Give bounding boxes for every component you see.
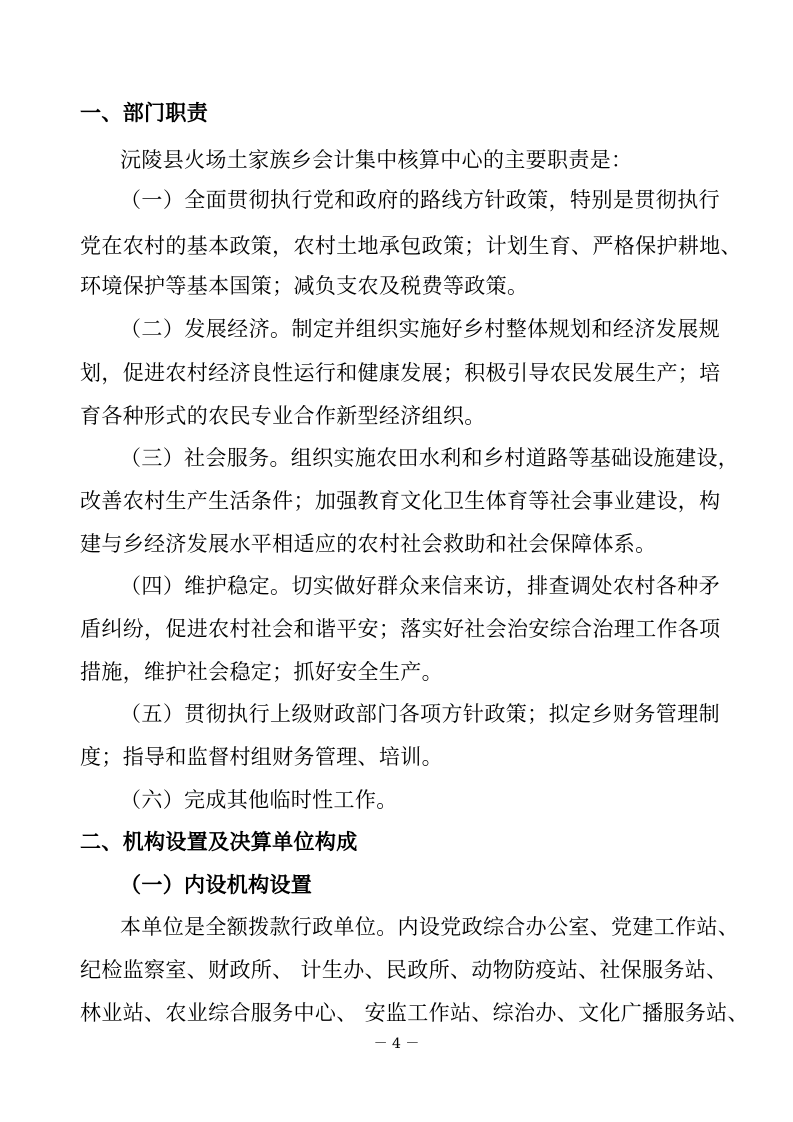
paragraph-line: 盾纠纷，促进农村社会和谐平安；落实好社会治安综合治理工作各项	[80, 617, 721, 641]
paragraph-line: （五）贯彻执行上级财政部门各项方针政策；拟定乡财务管理制	[120, 702, 720, 726]
paragraph-line: 林业站、农业综合服务中心、 安监工作站、综治办、文化广播服务站、	[80, 1001, 749, 1025]
section-heading-organization: 二、机构设置及决算单位构成	[80, 830, 358, 854]
section-heading-duties: 一、部门职责	[80, 101, 209, 125]
paragraph-line: 划，促进农村经济良性运行和健康发展；积极引导农民发展生产；培	[80, 361, 721, 385]
paragraph-line: （一）全面贯彻执行党和政府的路线方针政策，特别是贯彻执行	[120, 188, 720, 212]
paragraph-line: 度；指导和监督村组财务管理、培训。	[80, 745, 443, 769]
paragraph-line: （三）社会服务。组织实施农田水利和乡村道路等基础设施建设，	[120, 446, 740, 470]
intro-paragraph: 沅陵县火场土家族乡会计集中核算中心的主要职责是：	[120, 148, 633, 172]
paragraph-line: 建与乡经济发展水平相适应的农村社会救助和社会保障体系。	[80, 532, 657, 556]
page-number: － 4 －	[373, 1036, 420, 1052]
paragraph-line: 本单位是全额拨款行政单位。内设党政综合办公室、党建工作站、	[120, 915, 740, 939]
paragraph-line: 环境保护等基本国策；减负支农及税费等政策。	[80, 274, 529, 298]
paragraph-line: 改善农村生产生活条件；加强教育文化卫生体育等社会事业建设，构	[80, 489, 721, 513]
paragraph-line: （二）发展经济。制定并组织实施好乡村整体规划和经济发展规	[120, 317, 720, 341]
paragraph-line: 纪检监察室、财政所、 计生办、民政所、动物防疫站、社保服务站、	[80, 958, 728, 982]
paragraph-line: （四）维护稳定。切实做好群众来信来访，排查调处农村各种矛	[120, 574, 720, 598]
paragraph-line: 育各种形式的农民专业合作新型经济组织。	[80, 404, 486, 428]
subsection-heading-internal: （一）内设机构设置	[120, 872, 313, 897]
paragraph-line: 党在农村的基本政策，农村土地承包政策；计划生育、严格保护耕地、	[80, 234, 742, 258]
paragraph-line: （六）完成其他临时性工作。	[120, 788, 398, 812]
paragraph-line: 措施，维护社会稳定；抓好安全生产。	[80, 660, 443, 684]
